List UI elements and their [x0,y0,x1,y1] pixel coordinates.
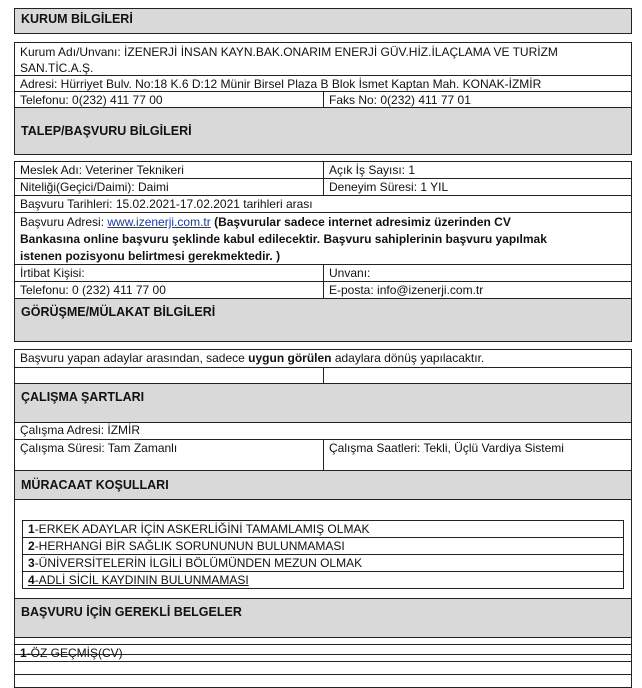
talep-telefon: Telefonu: 0 (232) 411 77 00 [14,281,324,299]
talep-irtibat: İrtibat Kişisi: [14,264,324,282]
kurum-faks: Faks No: 0(232) 411 77 01 [323,91,632,108]
talep-tarih: Başvuru Tarihleri: 15.02.2021-17.02.2021 tarihleri arası [14,195,632,213]
gorusme-text [14,349,632,368]
basvuru-adresi-label: Başvuru Adresi: [20,215,108,229]
kurum-adres: Adresi: Hürriyet Bulv. No:18 K.6 D:12 Münir Birsel Plaza B Blok İsmet Kaptan Mah. KONAK-İZMİR [14,75,632,92]
section-header-talep: TALEP/BAŞVURU BİLGİLERİ [14,107,632,155]
muracaat-item-text: -ÜNİVERSİTELERİN İLGİLİ BÖLÜMÜNDEN MEZUN OLMAK [34,556,363,570]
talep-deneyim: Deneyim Süresi: 1 YIL [323,178,632,196]
muracaat-item-number: 3 [28,556,35,570]
belgeler-item-number: 1 [20,646,27,660]
talep-eposta: E-posta: info@izenerji.com.tr [323,281,632,299]
belgeler-empty-row-3 [14,674,632,688]
section-header-muracaat: MÜRACAAT KOŞULLARI [14,470,632,500]
kurum-unvan-line-2: SAN.TİC.A.Ş. [20,61,94,75]
section-header-kurum: KURUM BİLGİLERİ [14,8,632,34]
muracaat-item-4 [22,571,624,589]
belgeler-empty-row-2 [14,661,632,675]
talep-basvuru-adresi [14,212,632,265]
talep-acik-is: Açık İş Sayısı: 1 [323,161,632,179]
talep-unvan: Unvanı: [323,264,632,282]
muracaat-item-text: -ADLİ SİCİL KAYDININ BULUNMAMASI [34,573,249,587]
muracaat-item-number: 1 [28,522,35,536]
basvuru-note-line-3: istenen pozisyonu belirtmesi gerekmektedir. ) [20,249,281,263]
gorusme-empty-right [323,367,632,384]
kurum-unvan [14,42,632,76]
section-header-belgeler: BAŞVURU İÇİN GEREKLİ BELGELER [14,598,632,638]
gorusme-text-part-1: Başvuru yapan adaylar arasından, sadece [20,351,249,365]
belgeler-item-1 [14,644,632,662]
gorusme-text-bold: uygun görülen [248,351,332,365]
muracaat-item-text: -ERKEK ADAYLAR İÇİN ASKERLİĞİNİ TAMAMLAMIŞ OLMAK [34,522,370,536]
section-header-gorusme: GÖRÜŞME/MÜLAKAT BİLGİLERİ [14,298,632,342]
kurum-unvan-line-1: Kurum Adı/Unvanı: İZENERJİ İNSAN KAYN.BAK.ONARIM ENERJİ GÜV.HİZ.İLAÇLAMA VE TURİZM [20,45,558,59]
muracaat-item-3 [22,554,624,572]
muracaat-item-number: 2 [28,539,35,553]
section-header-calisma: ÇALIŞMA ŞARTLARI [14,383,632,423]
basvuru-note-line-1: (Başvurular sadece internet adresimiz üzerinden CV [210,215,511,229]
muracaat-item-2 [22,537,624,555]
talep-nitelik: Niteliği(Geçici/Daimi): Daimi [14,178,324,196]
kurum-telefon: Telefonu: 0(232) 411 77 00 [14,91,324,108]
basvuru-website-link[interactable]: www.izenerji.com.tr [107,215,211,229]
gorusme-empty-left [14,367,324,384]
belgeler-item-text: -ÖZ GEÇMİŞ(CV) [26,646,123,660]
job-posting-document [14,8,632,688]
talep-meslek: Meslek Adı: Veteriner Teknikeri [14,161,324,179]
muracaat-item-text: -HERHANGİ BİR SAĞLIK SORUNUNUN BULUNMAMASI [34,539,345,553]
calisma-adres: Çalışma Adresi: İZMİR [14,422,632,440]
calisma-sure: Çalışma Süresi: Tam Zamanlı [14,439,324,471]
calisma-saat: Çalışma Saatleri: Tekli, Üçlü Vardiya Sistemi [323,439,632,471]
basvuru-note-line-2: Bankasına online başvuru şeklinde kabul edilecektir. Başvuru sahiplerinin başvuru yapılmak [20,232,547,246]
muracaat-item-number: 4 [28,573,35,587]
muracaat-item-1 [22,520,624,538]
gorusme-text-part-2: adaylara dönüş yapılacaktır. [331,351,485,365]
